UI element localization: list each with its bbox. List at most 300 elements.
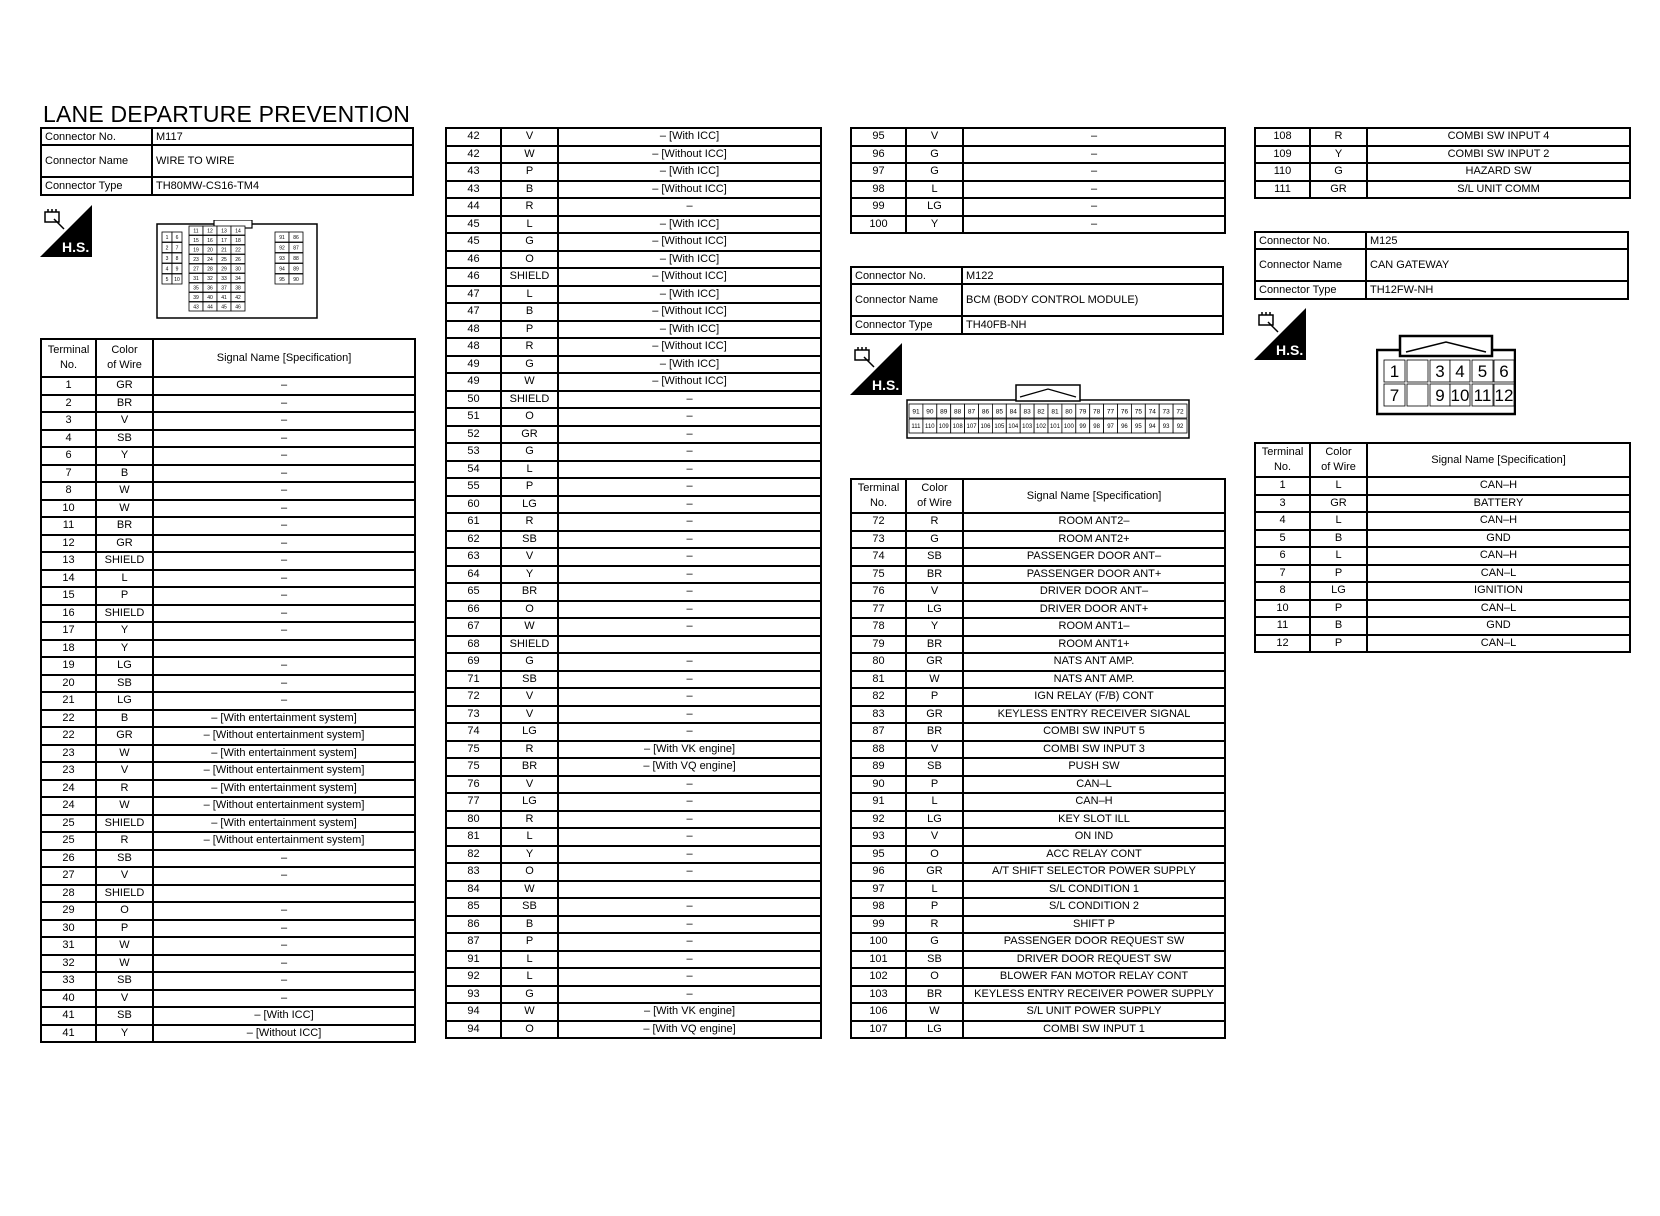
signal-name-cell: S/L CONDITION 1 (963, 881, 1225, 899)
signal-name-cell: – (558, 531, 821, 549)
signal-name-cell: – (153, 850, 415, 868)
signal-name-cell: – [Without entertainment system] (153, 797, 415, 815)
table-row (41, 500, 415, 518)
table-row (41, 797, 415, 815)
signal-name-cell: – [With VK engine] (558, 1003, 821, 1021)
signal-name-cell: – (558, 548, 821, 566)
pin-number: 13 (221, 228, 227, 235)
signal-name-cell: – (558, 513, 821, 531)
terminal-cell: 13 (41, 552, 96, 570)
table-row (446, 968, 821, 986)
table-row (41, 937, 415, 955)
signal-name-cell: – [Without ICC] (153, 1025, 415, 1043)
wire-color-cell: V (96, 412, 153, 430)
wire-color-cell: LG (906, 811, 963, 829)
table-row (851, 583, 1225, 601)
wire-color-cell: GR (96, 535, 153, 553)
table-row (851, 146, 1225, 164)
connector-latch (1016, 385, 1080, 401)
terminal-cell: 107 (851, 1021, 906, 1039)
pin-number: 42 (235, 294, 241, 301)
signal-name-cell: – (963, 216, 1225, 234)
terminal-cell: 72 (851, 513, 906, 531)
wire-color-cell: V (96, 867, 153, 885)
pin-number: 95 (279, 276, 285, 283)
table-row (446, 321, 821, 339)
m122-pin-table-block (850, 478, 1226, 1039)
pin-number: 25 (221, 256, 227, 263)
signal-header: Signal Name [Specification] (153, 339, 415, 377)
wire-color-cell: P (1310, 635, 1367, 653)
info-label: Connector Type (41, 177, 152, 195)
signal-name-cell (153, 640, 415, 658)
table-row (446, 461, 821, 479)
m122-pin-table-cont (1254, 127, 1631, 199)
pin-number: 1 (165, 234, 169, 241)
signal-name-cell: – (963, 146, 1225, 164)
wire-color-cell: B (1310, 530, 1367, 548)
signal-name-cell: DRIVER DOOR REQUEST SW (963, 951, 1225, 969)
hs-label: H.S. (872, 377, 900, 393)
table-row (446, 881, 821, 899)
wire-color-cell: Y (501, 846, 558, 864)
wire-color-cell: V (501, 706, 558, 724)
pin-number: 10 (1450, 385, 1470, 405)
wire-color-cell: LG (501, 723, 558, 741)
table-row (1255, 582, 1630, 600)
terminal-cell: 49 (446, 356, 501, 374)
wire-color-cell: R (96, 832, 153, 850)
terminal-cell: 2 (41, 395, 96, 413)
wire-color-cell: GR (96, 377, 153, 395)
m117-connector-diagram (156, 220, 318, 320)
pin-number: 85 (995, 408, 1003, 416)
table-row (1255, 547, 1630, 565)
table-row (446, 758, 821, 776)
pin-number: 44 (207, 304, 213, 311)
color-header: Color of Wire (906, 479, 963, 513)
terminal-cell: 32 (41, 955, 96, 973)
terminal-cell: 74 (851, 548, 906, 566)
terminal-cell: 111 (1255, 181, 1310, 199)
terminal-cell: 75 (851, 566, 906, 584)
wire-color-cell: GR (96, 727, 153, 745)
table-row (851, 863, 1225, 881)
table-row (851, 531, 1225, 549)
terminal-cell: 22 (41, 727, 96, 745)
terminal-cell: 25 (41, 815, 96, 833)
pin-number: 34 (235, 275, 241, 282)
wire-color-cell: L (1310, 477, 1367, 495)
wire-color-cell: W (906, 671, 963, 689)
table-row (851, 741, 1225, 759)
table-row (1255, 477, 1630, 495)
table-row (41, 482, 415, 500)
terminal-cell: 82 (446, 846, 501, 864)
signal-name-cell: – (153, 675, 415, 693)
wire-color-cell: R (1310, 128, 1367, 146)
signal-name-cell: NATS ANT AMP. (963, 653, 1225, 671)
pin-number: 81 (1051, 408, 1059, 416)
signal-name-cell: PASSENGER DOOR ANT+ (963, 566, 1225, 584)
pin-number: 107 (966, 424, 977, 431)
terminal-cell: 43 (446, 181, 501, 199)
table-row (41, 955, 415, 973)
wire-color-cell: SB (96, 850, 153, 868)
wire-color-cell: BR (96, 395, 153, 413)
pin-number: 9 (175, 266, 179, 273)
m125-connector-diagram (1376, 334, 1516, 416)
terminal-cell: 97 (851, 163, 906, 181)
table-row (41, 832, 415, 850)
signal-name-cell: KEYLESS ENTRY RECEIVER POWER SUPPLY (963, 986, 1225, 1004)
pin-number: 93 (1162, 424, 1170, 431)
terminal-cell: 83 (851, 706, 906, 724)
pin-number: 94 (1148, 424, 1156, 431)
terminal-cell: 11 (41, 517, 96, 535)
pin-number: 36 (207, 285, 213, 292)
terminal-cell: 33 (41, 972, 96, 990)
signal-name-cell: SHIFT P (963, 916, 1225, 934)
terminal-cell: 85 (446, 898, 501, 916)
table-row (41, 762, 415, 780)
table-row (446, 146, 821, 164)
signal-name-cell: – (558, 776, 821, 794)
table-row (41, 657, 415, 675)
terminal-cell: 4 (41, 430, 96, 448)
table-row (851, 793, 1225, 811)
wire-color-cell: G (501, 653, 558, 671)
wire-color-cell: SHIELD (96, 885, 153, 903)
signal-name-cell: – (558, 391, 821, 409)
signal-name-cell: PASSENGER DOOR REQUEST SW (963, 933, 1225, 951)
wire-color-cell: R (906, 513, 963, 531)
wire-color-cell: L (906, 181, 963, 199)
table-row (446, 898, 821, 916)
terminal-cell: 94 (446, 1021, 501, 1039)
wire-color-cell: LG (906, 601, 963, 619)
wire-color-cell: GR (906, 653, 963, 671)
wire-color-cell: SB (501, 531, 558, 549)
table-row (41, 727, 415, 745)
wire-color-cell: BR (906, 723, 963, 741)
pin-number: 45 (221, 304, 227, 311)
table-row (446, 233, 821, 251)
wire-color-cell: LG (1310, 582, 1367, 600)
wire-color-cell: G (906, 933, 963, 951)
signal-name-cell: – (153, 657, 415, 675)
table-row (1255, 163, 1630, 181)
table-row (446, 181, 821, 199)
signal-name-cell: – [With entertainment system] (153, 710, 415, 728)
table-row (851, 828, 1225, 846)
terminal-cell: 81 (446, 828, 501, 846)
table-row (446, 828, 821, 846)
terminal-cell: 41 (41, 1007, 96, 1025)
signal-name-cell (153, 885, 415, 903)
signal-name-cell: – (558, 618, 821, 636)
terminal-cell: 41 (41, 1025, 96, 1043)
wire-color-cell: O (501, 601, 558, 619)
table-row (851, 513, 1225, 531)
table-row (1255, 617, 1630, 635)
pin-number: 105 (994, 424, 1005, 431)
terminal-cell: 3 (1255, 495, 1310, 513)
signal-name-cell: – (558, 706, 821, 724)
terminal-cell: 66 (446, 601, 501, 619)
wire-color-cell: L (501, 828, 558, 846)
wire-color-cell: G (501, 356, 558, 374)
table-row (851, 198, 1225, 216)
pin-number: 77 (1106, 408, 1115, 416)
signal-name-cell: – (558, 496, 821, 514)
wire-color-cell: P (906, 688, 963, 706)
wire-color-cell: LG (501, 496, 558, 514)
wire-color-cell: SHIELD (96, 552, 153, 570)
terminal-cell: 109 (1255, 146, 1310, 164)
wire-color-cell: Y (906, 618, 963, 636)
wire-color-cell: Y (906, 216, 963, 234)
signal-name-cell: ROOM ANT2– (963, 513, 1225, 531)
terminal-cell: 51 (446, 408, 501, 426)
pin-number: 41 (221, 294, 227, 301)
table-row (446, 478, 821, 496)
table-row (446, 338, 821, 356)
terminal-cell: 103 (851, 986, 906, 1004)
signal-name-cell: – (963, 128, 1225, 146)
pin-number: 33 (221, 275, 227, 282)
terminal-cell: 87 (446, 933, 501, 951)
connector-name: BCM (BODY CONTROL MODULE) (962, 284, 1223, 316)
table-row (41, 535, 415, 553)
pin-number: 15 (193, 237, 199, 244)
pin-number: 103 (1022, 424, 1033, 431)
table-row (851, 1021, 1225, 1039)
m125-pin-table-block (1254, 442, 1631, 653)
terminal-cell: 87 (851, 723, 906, 741)
wire-color-cell: G (1310, 163, 1367, 181)
signal-name-cell: – [Without ICC] (558, 181, 821, 199)
terminal-cell: 24 (41, 797, 96, 815)
wire-color-cell: W (501, 146, 558, 164)
terminal-cell: 29 (41, 902, 96, 920)
terminal-cell: 7 (1255, 565, 1310, 583)
wire-color-cell: P (1310, 565, 1367, 583)
pin-number: 92 (279, 245, 285, 252)
signal-name-cell: – (153, 937, 415, 955)
connector-name: CAN GATEWAY (1366, 249, 1628, 281)
pin-number: 86 (981, 408, 990, 416)
terminal-cell: 18 (41, 640, 96, 658)
table-row (446, 251, 821, 269)
table-row (41, 1007, 415, 1025)
terminal-cell: 92 (446, 968, 501, 986)
wire-color-cell: O (501, 251, 558, 269)
m122-connector-diagram (906, 383, 1190, 439)
pin-number: 72 (1176, 408, 1184, 416)
terminal-cell: 100 (851, 933, 906, 951)
terminal-cell: 17 (41, 622, 96, 640)
table-row (851, 566, 1225, 584)
wire-color-cell: GR (906, 706, 963, 724)
signal-name-cell: – (558, 653, 821, 671)
pin-number: 32 (207, 275, 213, 282)
pin-number: 3 (1435, 361, 1445, 381)
terminal-cell: 6 (41, 447, 96, 465)
wire-color-cell: G (906, 163, 963, 181)
wire-color-cell: G (906, 531, 963, 549)
pin-number: 110 (925, 424, 935, 431)
wire-color-cell: R (501, 513, 558, 531)
signal-name-cell: – [Without entertainment system] (153, 727, 415, 745)
wire-color-cell: BR (501, 583, 558, 601)
pin-number: 74 (1148, 408, 1156, 416)
terminal-cell: 73 (851, 531, 906, 549)
terminal-cell: 5 (1255, 530, 1310, 548)
signal-name-cell: – (963, 181, 1225, 199)
pin-number: 104 (1008, 424, 1019, 431)
terminal-cell: 44 (446, 198, 501, 216)
wire-color-cell: Y (96, 447, 153, 465)
terminal-cell: 22 (41, 710, 96, 728)
terminal-cell: 88 (851, 741, 906, 759)
terminal-cell: 40 (41, 990, 96, 1008)
info-label: Connector Name (851, 284, 962, 316)
signal-name-cell: – (558, 968, 821, 986)
wire-color-cell: GR (906, 863, 963, 881)
terminal-cell: 92 (851, 811, 906, 829)
connector-number: M125 (1366, 232, 1628, 249)
signal-name-cell: IGN RELAY (F/B) CONT (963, 688, 1225, 706)
signal-name-cell: – (153, 570, 415, 588)
table-row (446, 723, 821, 741)
signal-name-cell: – [Without ICC] (558, 146, 821, 164)
pin-number: 10 (174, 276, 180, 283)
wire-color-cell: B (501, 181, 558, 199)
table-row (446, 268, 821, 286)
table-row (446, 811, 821, 829)
signal-name-cell: – (558, 793, 821, 811)
table-row (41, 412, 415, 430)
terminal-cell: 19 (41, 657, 96, 675)
terminal-cell: 45 (446, 216, 501, 234)
table-row (851, 811, 1225, 829)
terminal-cell: 24 (41, 780, 96, 798)
pin-number: 75 (1134, 408, 1142, 416)
signal-name-cell: CAN–L (1367, 565, 1630, 583)
hs-label: H.S. (62, 239, 90, 255)
signal-name-cell: – [With ICC] (558, 286, 821, 304)
table-row (41, 675, 415, 693)
terminal-header: Terminal No. (1255, 443, 1310, 477)
signal-name-cell: PUSH SW (963, 758, 1225, 776)
terminal-cell: 94 (446, 1003, 501, 1021)
signal-name-cell: – (558, 863, 821, 881)
terminal-cell: 106 (851, 1003, 906, 1021)
pin-number: 91 (912, 408, 920, 416)
signal-name-cell: – (153, 447, 415, 465)
pin-number: 6 (175, 234, 179, 241)
pin-number: 79 (1079, 408, 1087, 416)
table-row (1255, 565, 1630, 583)
pin-number: 20 (207, 247, 213, 254)
table-row (446, 601, 821, 619)
terminal-cell: 80 (446, 811, 501, 829)
wire-color-cell: P (1310, 600, 1367, 618)
pin-number: 8 (175, 255, 179, 262)
terminal-cell: 74 (446, 723, 501, 741)
wire-color-cell: GR (501, 426, 558, 444)
signal-name-cell: – (558, 583, 821, 601)
signal-name-cell: ROOM ANT2+ (963, 531, 1225, 549)
wire-color-cell: L (501, 968, 558, 986)
signal-name-cell: – (153, 412, 415, 430)
table-row (41, 640, 415, 658)
table-row (851, 128, 1225, 146)
table-row (446, 286, 821, 304)
pin-number: 22 (235, 247, 241, 254)
signal-name-cell: KEYLESS ENTRY RECEIVER SIGNAL (963, 706, 1225, 724)
info-label: Connector No. (851, 267, 962, 284)
table-row (446, 128, 821, 146)
signal-name-cell: BLOWER FAN MOTOR RELAY CONT (963, 968, 1225, 986)
table-row (446, 163, 821, 181)
terminal-cell: 8 (1255, 582, 1310, 600)
table-row (446, 198, 821, 216)
signal-name-cell: – (153, 430, 415, 448)
signal-name-cell: DRIVER DOOR ANT– (963, 583, 1225, 601)
table-row (41, 517, 415, 535)
wire-color-cell: P (501, 933, 558, 951)
table-row (41, 745, 415, 763)
wire-color-cell: SB (501, 898, 558, 916)
hs-icon (1254, 308, 1306, 360)
info-label: Connector Name (41, 145, 152, 177)
signal-name-cell: COMBI SW INPUT 3 (963, 741, 1225, 759)
pin-number: 96 (1121, 424, 1128, 431)
m122-info-table (850, 266, 1224, 335)
pin-number: 90 (926, 408, 934, 416)
table-row (446, 793, 821, 811)
terminal-cell: 63 (446, 548, 501, 566)
connector-number: M122 (962, 267, 1223, 284)
wire-color-cell: G (906, 146, 963, 164)
wire-color-cell: BR (501, 758, 558, 776)
wire-color-cell: W (906, 1003, 963, 1021)
table-row (1255, 146, 1630, 164)
terminal-cell: 108 (1255, 128, 1310, 146)
signal-name-cell: – (153, 692, 415, 710)
table-row (41, 920, 415, 938)
wire-color-cell: V (906, 828, 963, 846)
table-row (851, 548, 1225, 566)
table-row (446, 951, 821, 969)
wire-color-cell: Y (96, 640, 153, 658)
terminal-cell: 76 (446, 776, 501, 794)
wire-color-cell: SB (906, 548, 963, 566)
terminal-cell: 16 (41, 605, 96, 623)
table-row (446, 863, 821, 881)
pin-number: 40 (207, 294, 213, 301)
pin-number: 46 (235, 304, 241, 311)
table-row (41, 990, 415, 1008)
pin-number: 80 (1065, 408, 1073, 416)
table-row (1255, 635, 1630, 653)
wire-color-cell: GR (1310, 495, 1367, 513)
signal-name-cell: BATTERY (1367, 495, 1630, 513)
info-label: Connector No. (41, 128, 152, 145)
pin-number: 5 (165, 276, 169, 283)
